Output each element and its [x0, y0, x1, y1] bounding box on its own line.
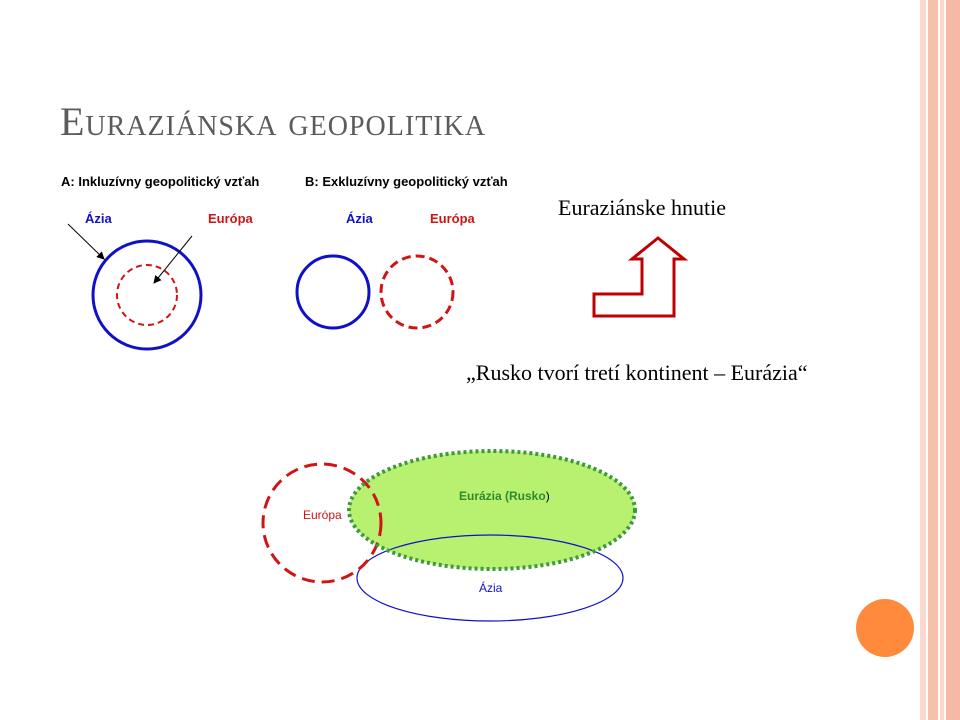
- panel-a-europe-circle: [117, 265, 177, 325]
- eurasia-ellipse: [349, 451, 635, 569]
- panel-a-europe-label: Európa: [208, 211, 253, 226]
- bottom-asia-label: Ázia: [479, 581, 503, 595]
- panel-a-asia-pointer: [68, 224, 104, 259]
- up-turn-arrow-icon: [594, 238, 684, 316]
- panel-a-asia-circle: [93, 241, 201, 349]
- eurasian-movement-label: Euraziánske hnutie: [558, 195, 726, 220]
- slide-title: Euraziánska geopolitika: [60, 99, 487, 144]
- orange-circle-decoration: [856, 599, 914, 657]
- panel-a-asia-label: Ázia: [85, 211, 112, 226]
- panel-b-caption: B: Exkluzívny geopolitický vzťah: [305, 174, 508, 189]
- panel-a-caption: A: Inkluzívny geopolitický vzťah: [61, 174, 260, 189]
- russia-third-continent-quote: „Rusko tvorí tretí kontinent – Eurázia“: [466, 360, 808, 385]
- panel-b-europe-label: Európa: [430, 211, 475, 226]
- bottom-europe-label: Európa: [303, 508, 342, 522]
- panel-b-europe-circle: [381, 256, 453, 328]
- panel-b-asia-circle: [297, 256, 369, 328]
- panel-b-asia-label: Ázia: [346, 211, 373, 226]
- bottom-eurasia-label: Eurázia (Rusko): [459, 489, 550, 503]
